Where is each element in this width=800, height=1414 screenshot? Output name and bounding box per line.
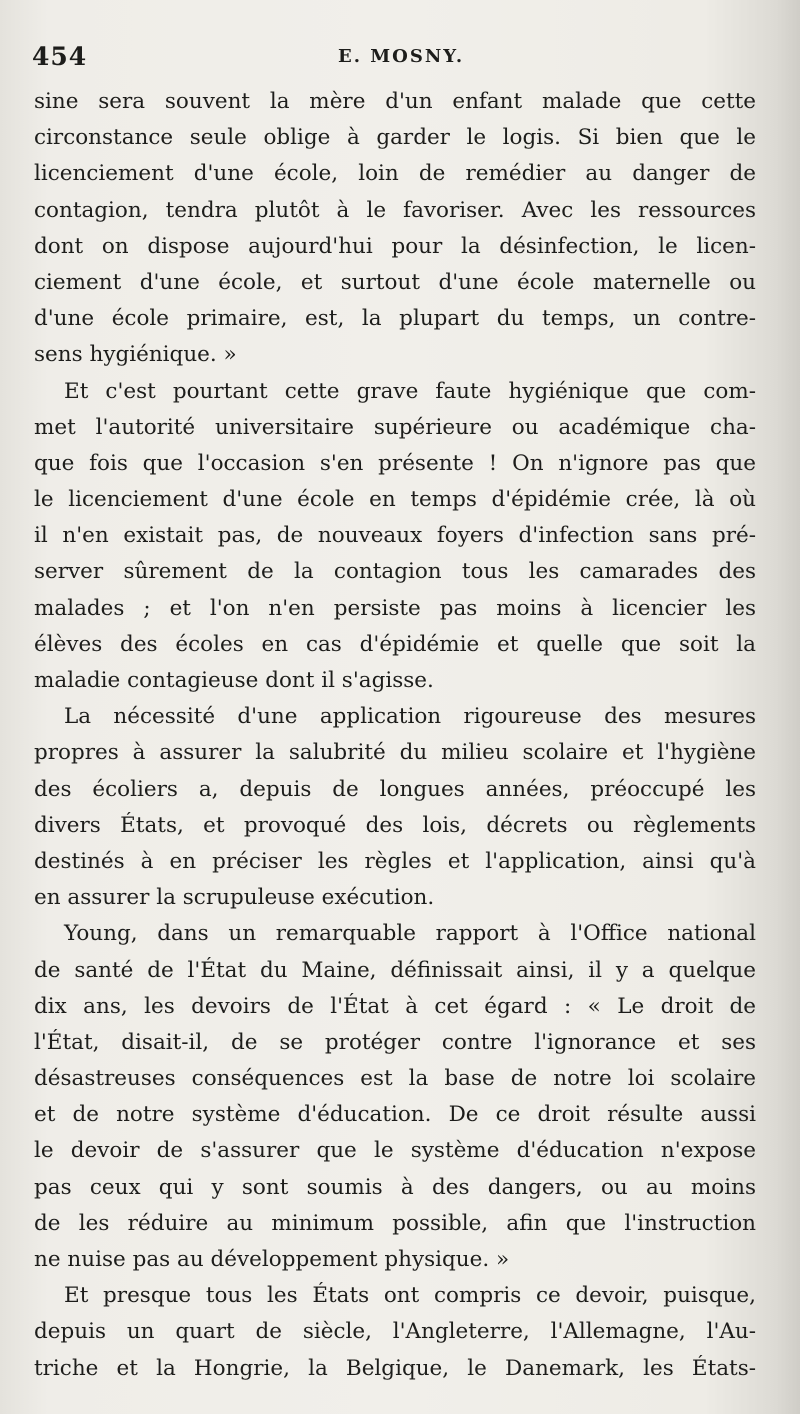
page-header (30, 42, 770, 76)
text-line: désastreuses conséquences est la base de notre loi scolaire (34, 1066, 756, 1092)
text-line: et de notre système d'éducation. De ce droit résulte aussi (34, 1102, 756, 1128)
text-line: ne nuise pas au développement physique. » (34, 1247, 510, 1272)
text-line: pas ceux qui y sont soumis à des dangers, ou au moins (34, 1174, 756, 1200)
text-line: en assurer la scrupuleuse exécution. (34, 885, 435, 911)
text-line: élèves des écoles en cas d'épidémie et quelle que soit la (34, 631, 756, 657)
text-line: d'une école primaire, est, la plupart du temps, un contre- (34, 306, 756, 332)
text-line: le licenciement d'une école en temps d'épidémie crée, là où (34, 487, 756, 513)
text-line: dont on dispose aujourd'hui pour la désinfection, le licen- (34, 233, 756, 259)
text-line: sens hygiénique. » (34, 342, 237, 368)
text-line: destinés à en préciser les règles et l'application, ainsi qu'à (34, 848, 756, 874)
text-line: depuis un quart de siècle, l'Angleterre, l'Allemagne, l'Au- (34, 1319, 756, 1345)
text-line: sine sera souvent la mère d'un enfant malade que cette (34, 89, 756, 114)
text-line: triche et la Hongrie, la Belgique, le Danemark, les États- (34, 1355, 756, 1381)
text-line: Et presque tous les États ont compris ce devoir, puisque, (64, 1283, 756, 1309)
running-head-author: E. MOSNY. (338, 46, 465, 67)
text-line: malades ; et l'on n'en persiste pas moins à licencier les (34, 595, 756, 621)
text-line: ciement d'une école, et surtout d'une école maternelle ou (34, 269, 756, 295)
text-line: circonstance seule oblige à garder le logis. Si bien que le (34, 125, 756, 151)
text-line: Young, dans un remarquable rapport à l'Office national (64, 921, 756, 947)
text-line: divers États, et provoqué des lois, décrets ou règlements (34, 812, 756, 838)
text-line: dix ans, les devoirs de l'État à cet égard : « Le droit de (34, 993, 756, 1019)
page-number: 454 (32, 42, 88, 71)
body-text (34, 84, 756, 1387)
text-line: de santé de l'État du Maine, définissait ainsi, il y a quelque (34, 957, 756, 983)
text-line: Et c'est pourtant cette grave faute hygiénique que com- (64, 378, 756, 404)
text-line: server sûrement de la contagion tous les camarades des (34, 559, 756, 585)
text-line: que fois que l'occasion s'en présente ! On n'ignore pas que (34, 450, 756, 476)
text-line: l'État, disait-il, de se protéger contre l'ignorance et ses (34, 1029, 756, 1055)
text-line: il n'en existait pas, de nouveaux foyers d'infection sans pré- (34, 523, 756, 549)
text-line: propres à assurer la salubrité du milieu scolaire et l'hygiène (34, 740, 756, 766)
text-line: La nécessité d'une application rigoureuse des mesures (64, 704, 756, 730)
text-line: contagion, tendra plutôt à le favoriser. Avec les ressources (34, 197, 756, 223)
text-line: licenciement d'une école, loin de remédier au danger de (34, 161, 756, 187)
text-line: met l'autorité universitaire supérieure ou académique cha- (34, 414, 756, 440)
text-line: de les réduire au minimum possible, afin que l'instruction (34, 1210, 756, 1236)
text-line: le devoir de s'assurer que le système d'éducation n'expose (34, 1138, 756, 1164)
text-line: maladie contagieuse dont il s'agisse. (34, 668, 434, 693)
text-line: des écoliers a, depuis de longues années, préoccupé les (34, 776, 756, 802)
